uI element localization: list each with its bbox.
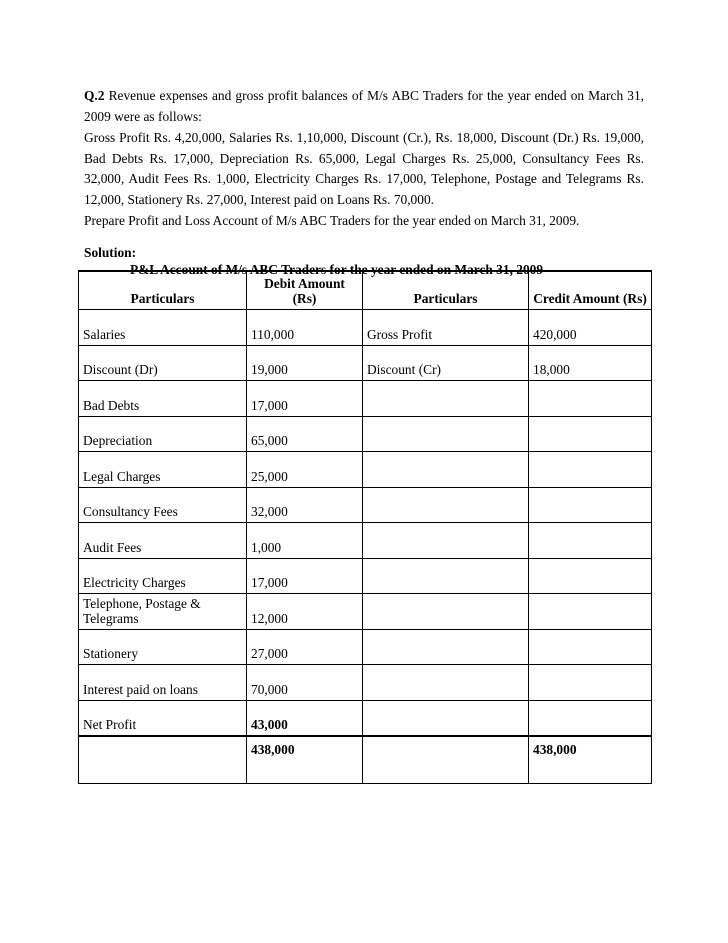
cell-debit-particular: Discount (Dr) xyxy=(79,345,247,381)
question-block xyxy=(84,86,644,278)
cell-debit-particular: Interest paid on loans xyxy=(79,665,247,701)
question-intro xyxy=(84,86,644,127)
cell-debit-amount: 1,000 xyxy=(247,523,363,559)
cell-debit-particular: Consultancy Fees xyxy=(79,487,247,523)
total-debit-amount: 438,000 xyxy=(247,736,363,784)
cell-debit-particular: Legal Charges xyxy=(79,452,247,488)
cell-debit-particular: Electricity Charges xyxy=(79,558,247,594)
cell-debit-amount: 32,000 xyxy=(247,487,363,523)
header-debit-amount: Debit Amount (Rs) xyxy=(247,271,363,310)
cell-credit-particular: Discount (Cr) xyxy=(363,345,529,381)
table-total-row xyxy=(79,736,652,784)
table-row xyxy=(79,381,652,417)
cell-debit-amount: 43,000 xyxy=(247,700,363,736)
cell-debit-particular: Audit Fees xyxy=(79,523,247,559)
cell-debit-amount: 27,000 xyxy=(247,629,363,665)
question-intro-text: Revenue expenses and gross profit balances of M/s ABC Traders for the year ended on March 31, 2009 were as follows: xyxy=(84,88,644,124)
table-row xyxy=(79,629,652,665)
cell-debit-particular: Stationery xyxy=(79,629,247,665)
cell-credit-amount xyxy=(529,523,652,559)
table-row xyxy=(79,416,652,452)
cell-credit-amount xyxy=(529,416,652,452)
table-row xyxy=(79,310,652,346)
cell-debit-particular: Depreciation xyxy=(79,416,247,452)
cell-credit-amount xyxy=(529,629,652,665)
cell-credit-particular xyxy=(363,629,529,665)
table-row xyxy=(79,345,652,381)
cell-debit-particular: Salaries xyxy=(79,310,247,346)
cell-credit-particular xyxy=(363,416,529,452)
cell-debit-amount: 12,000 xyxy=(247,594,363,630)
cell-debit-amount: 17,000 xyxy=(247,381,363,417)
cell-credit-amount xyxy=(529,381,652,417)
cell-debit-amount: 110,000 xyxy=(247,310,363,346)
table-row xyxy=(79,558,652,594)
cell-debit-amount: 19,000 xyxy=(247,345,363,381)
table-row xyxy=(79,523,652,559)
pl-table-body xyxy=(79,271,652,784)
cell-credit-amount xyxy=(529,452,652,488)
table-row xyxy=(79,487,652,523)
cell-debit-particular: Telephone, Postage & Telegrams xyxy=(79,594,247,630)
header-credit-particulars: Particulars xyxy=(363,271,529,310)
cell-debit-amount: 25,000 xyxy=(247,452,363,488)
pl-account-table xyxy=(78,270,652,784)
account-title: P&L Account of M/s ABC Traders for the year ended on March 31, 2009 xyxy=(129,261,544,277)
cell-credit-amount xyxy=(529,700,652,736)
header-debit-particulars: Particulars xyxy=(79,271,247,310)
table-row xyxy=(79,452,652,488)
cell-credit-particular xyxy=(363,381,529,417)
cell-credit-amount: 420,000 xyxy=(529,310,652,346)
cell-credit-particular xyxy=(363,523,529,559)
cell-credit-particular xyxy=(363,665,529,701)
cell-debit-amount: 70,000 xyxy=(247,665,363,701)
cell-credit-amount xyxy=(529,558,652,594)
cell-credit-particular xyxy=(363,700,529,736)
total-debit-particular xyxy=(79,736,247,784)
cell-credit-amount xyxy=(529,594,652,630)
cell-credit-particular xyxy=(363,558,529,594)
total-credit-amount: 438,000 xyxy=(529,736,652,784)
cell-credit-amount: 18,000 xyxy=(529,345,652,381)
question-task: Prepare Profit and Loss Account of M/s ABC Traders for the year ended on March 31, 2009. xyxy=(84,213,580,228)
table-row xyxy=(79,665,652,701)
solution-label: Solution: xyxy=(84,244,137,260)
question-number: Q.2 xyxy=(84,88,105,103)
total-credit-particular xyxy=(363,736,529,784)
cell-credit-amount xyxy=(529,665,652,701)
cell-debit-amount: 17,000 xyxy=(247,558,363,594)
cell-credit-amount xyxy=(529,487,652,523)
table-row xyxy=(79,594,652,630)
cell-credit-particular xyxy=(363,594,529,630)
cell-credit-particular xyxy=(363,487,529,523)
table-row xyxy=(79,700,652,736)
cell-debit-amount: 65,000 xyxy=(247,416,363,452)
cell-debit-particular: Bad Debts xyxy=(79,381,247,417)
cell-credit-particular: Gross Profit xyxy=(363,310,529,346)
cell-debit-particular: Net Profit xyxy=(79,700,247,736)
cell-credit-particular xyxy=(363,452,529,488)
table-header-row xyxy=(79,271,652,310)
header-credit-amount: Credit Amount (Rs) xyxy=(529,271,652,310)
question-balances: Gross Profit Rs. 4,20,000, Salaries Rs. 1,10,000, Discount (Cr.), Rs. 18,000, Discount (Dr.) Rs. 19,000, Bad Debts Rs. 17,000, Depreciation Rs. 65,000, Legal Charges Rs. 25,000, Consultancy Fees Rs. 32,000, Audit Fees Rs. 1,000, Electricity Charges Rs. 17,000, Telephone, Postage and Telegrams Rs. 12,000, Stationery Rs. 27,000, Interest paid on Loans Rs. 70,000. xyxy=(84,130,644,207)
